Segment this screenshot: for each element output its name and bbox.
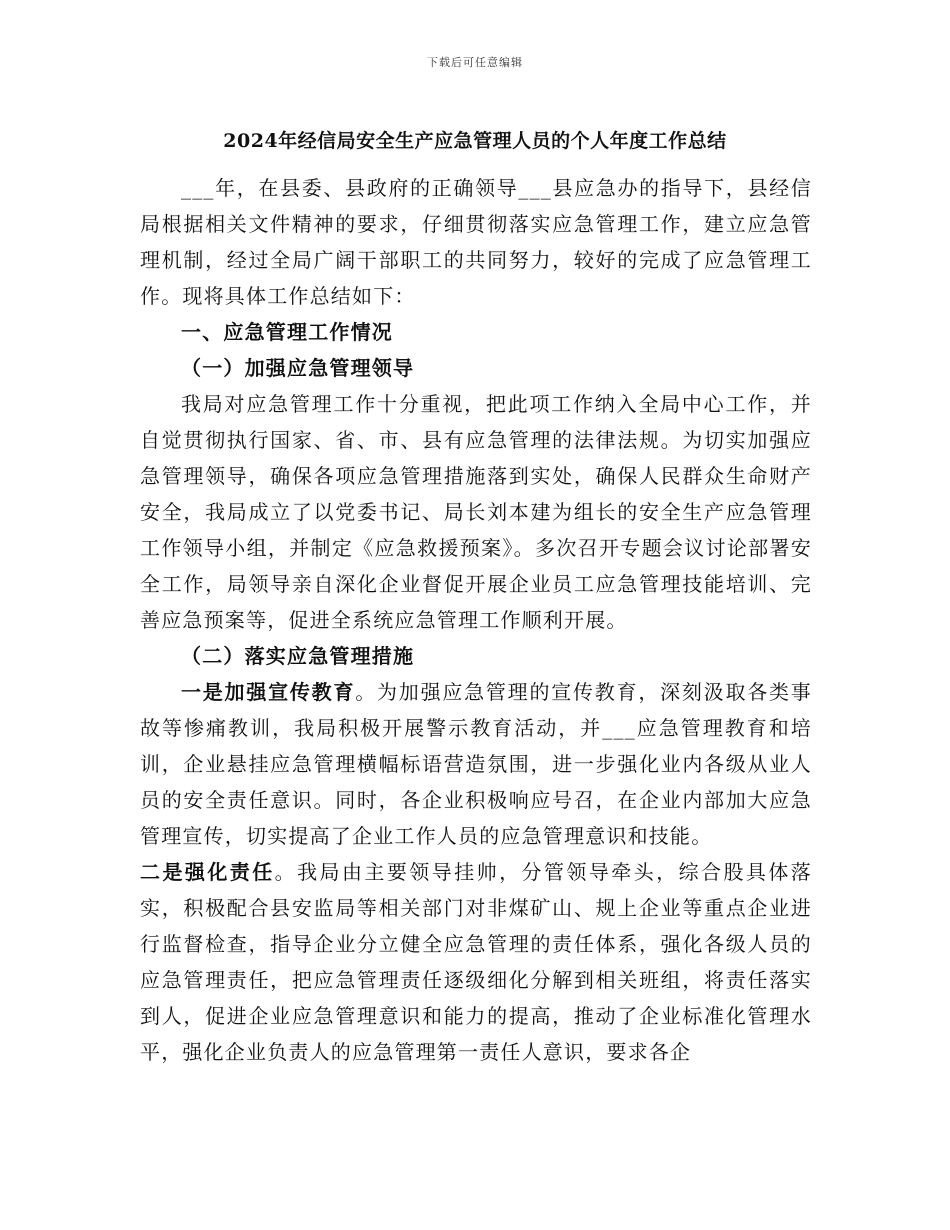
measure-2-text: 。我局由主要领导挂帅，分管领导牵头，综合股具体落实，积极配合县安监局等相关部门对非煤矿山、规上企业等重点企业进行监督检查，指导企业分立健全应急管理的责任体系，强化各级人员的应急管理责任，把应急管理责任逐级细化分解到相关班组，将责任落实到人，促进企业应急管理意识和能力的提高，推动了企业标准化管理水平，强化企业负责人的应急管理第一责任人意识，要求各企 bbox=[140, 860, 812, 1064]
document-title: 2024年经信局安全生产应急管理人员的个人年度工作总结 bbox=[223, 130, 727, 152]
measure-1-lead: 一是加强宣传教育 bbox=[181, 680, 356, 704]
intro-paragraph: ___年，在县委、县政府的正确领导___县应急办的指导下，县经信局根据相关文件精神的要求，仔细贯彻落实应急管理工作，建立应急管理机制，经过全局广阔干部职工的共同努力，较好的完成了应急管理工作。现将具体工作总结如下： bbox=[140, 176, 812, 308]
measure-2-lead: 二是强化责任 bbox=[140, 860, 275, 884]
header-note: 下载后可任意编辑 bbox=[427, 56, 523, 69]
measure-2-paragraph bbox=[140, 854, 812, 1070]
measure-1-paragraph bbox=[140, 674, 812, 854]
subsection-heading-2: （二）落实应急管理措施 bbox=[181, 644, 415, 668]
subsection-1-paragraph: 我局对应急管理工作十分重视，把此项工作纳入全局中心工作，并自觉贯彻执行国家、省、市、县有应急管理的法律法规。为切实加强应急管理领导，确保各项应急管理措施落到实处，确保人民群众生命财产安全，我局成立了以党委书记、局长刘本建为组长的安全生产应急管理工作领导小组，并制定《应急救援预案》。多次召开专题会议讨论部署安全工作，局领导亲自深化企业督促开展企业员工应急管理技能培训、完善应急预案等，促进全系统应急管理工作顺利开展。 bbox=[140, 392, 812, 632]
measure-1-text: 。为加强应急管理的宣传教育，深刻汲取各类事故等惨痛教训，我局积极开展警示教育活动，并___应急管理教育和培训，企业悬挂应急管理横幅标语营造氛围，进一步强化业内各级从业人员的安全责任意识。同时，各企业积极响应号召，在企业内部加大应急管理宣传，切实提高了企业工作人员的应急管理意识和技能。 bbox=[140, 680, 812, 848]
subsection-heading-1: （一）加强应急管理领导 bbox=[181, 356, 415, 380]
section-heading: 一、应急管理工作情况 bbox=[181, 320, 393, 344]
document-body bbox=[140, 170, 812, 1070]
